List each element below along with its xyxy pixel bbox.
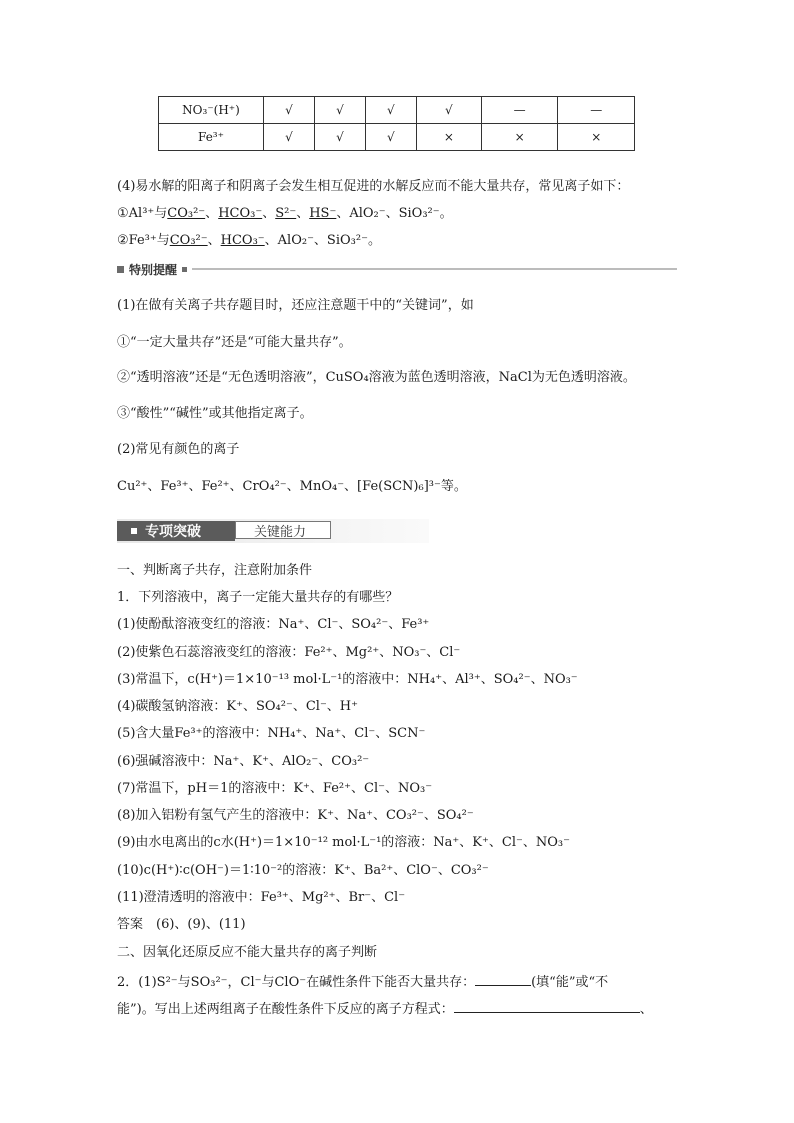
list-item: (7)常温下，pH＝1的溶液中：K⁺、Fe²⁺、Cl⁻、NO₃⁻ bbox=[117, 781, 433, 796]
square-bullet-icon bbox=[182, 267, 187, 272]
q2-text-a: 2．(1)S²⁻与SO₃²⁻，Cl⁻与ClO⁻在碱性条件下能否大量共存： bbox=[117, 975, 476, 990]
question-1: 1．下列溶液中，离子一定能大量共存的有哪些？ bbox=[117, 590, 399, 605]
square-bullet-icon bbox=[131, 528, 137, 534]
special-tip-header bbox=[117, 262, 677, 276]
list-item: (10)c(H⁺)∶c(OH⁻)＝1∶10⁻²的溶液：K⁺、Ba²⁺、ClO⁻、CO₃²⁻ bbox=[117, 863, 489, 878]
tip-line-2: ①“一定大量共存”还是“可能大量共存”。 bbox=[117, 335, 352, 350]
row-head: Fe³⁺ bbox=[159, 124, 264, 151]
tip-line-1: (1)在做有关离子共存题目时，还应注意题干中的“关键词”，如 bbox=[117, 298, 474, 313]
fe-tail: 、AlO₂⁻、SiO₃²⁻。 bbox=[264, 233, 381, 248]
al-tail: 、AlO₂⁻、SiO₃²⁻。 bbox=[336, 206, 453, 221]
table-row bbox=[159, 97, 635, 124]
table-cell: — bbox=[558, 97, 635, 124]
tip-line-4: ③“酸性”“碱性”或其他指定离子。 bbox=[117, 406, 313, 421]
al-label: ①Al³⁺与 bbox=[117, 206, 168, 221]
list-item: (5)含大量Fe³⁺的溶液中：NH₄⁺、Na⁺、Cl⁻、SCN⁻ bbox=[117, 726, 426, 741]
divider bbox=[192, 268, 677, 270]
list-item: (2)使紫色石蕊溶液变红的溶液：Fe²⁺、Mg²⁺、NO₃⁻、Cl⁻ bbox=[117, 645, 461, 660]
fe-hco3: HCO₃⁻ bbox=[220, 233, 265, 248]
section2-heading: 二、因氧化还原反应不能大量共存的离子判断 bbox=[117, 945, 378, 960]
answer: 答案 (6)、(9)、(11) bbox=[117, 917, 246, 932]
al-co3: CO₃²⁻ bbox=[167, 206, 206, 221]
answer-blank[interactable] bbox=[475, 971, 531, 986]
section1-heading: 一、判断离子共存，注意附加条件 bbox=[117, 563, 313, 578]
separator: 、 bbox=[207, 233, 221, 248]
para4-intro: (4)易水解的阳离子和阴离子会发生相互促进的水解反应而不能大量共存，常见离子如下： bbox=[117, 179, 630, 194]
table-cell: × bbox=[481, 124, 558, 151]
table-cell: √ bbox=[365, 124, 416, 151]
al-hco3: HCO₃⁻ bbox=[218, 206, 263, 221]
separator: 、 bbox=[262, 206, 276, 221]
table-cell: √ bbox=[264, 124, 315, 151]
table-cell: × bbox=[558, 124, 635, 151]
para4-fe-line bbox=[117, 232, 381, 250]
al-hs: HS⁻ bbox=[309, 206, 337, 221]
fe-co3: CO₃²⁻ bbox=[169, 233, 208, 248]
q2-text-c: 能”)。写出上述两组离子在酸性条件下反应的离子方程式： bbox=[117, 1002, 454, 1017]
list-item: (11)澄清透明的溶液中：Fe³⁺、Mg²⁺、Br⁻、Cl⁻ bbox=[117, 890, 406, 905]
table-cell: √ bbox=[416, 97, 481, 124]
table-cell: √ bbox=[314, 97, 365, 124]
banner-dark-label: 专项突破 bbox=[145, 524, 201, 540]
list-item: (9)由水电离出的c水(H⁺)＝1×10⁻¹² mol·L⁻¹的溶液：Na⁺、K⁺、Cl⁻、NO₃⁻ bbox=[117, 835, 570, 850]
tip-line-3: ②“透明溶液”还是“无色透明溶液”，CuSO₄溶液为蓝色透明溶液，NaCl为无色透明溶液。 bbox=[117, 370, 636, 385]
separator: 、 bbox=[205, 206, 219, 221]
equation-blank[interactable] bbox=[454, 998, 640, 1013]
table-cell: — bbox=[481, 97, 558, 124]
q2-text-b: (填“能”或“不 bbox=[531, 975, 609, 990]
section-banner bbox=[117, 519, 429, 543]
al-s: S²⁻ bbox=[275, 206, 297, 221]
list-item: (6)强碱溶液中：Na⁺、K⁺、AlO₂⁻、CO₃²⁻ bbox=[117, 754, 370, 769]
square-bullet-icon bbox=[117, 266, 124, 273]
table-cell: √ bbox=[264, 97, 315, 124]
q2-text-d: 、 bbox=[639, 1002, 653, 1017]
tip-title: 特别提醒 bbox=[129, 262, 178, 277]
table-cell: × bbox=[416, 124, 481, 151]
banner-tag-dark bbox=[117, 521, 235, 541]
row-head: NO₃⁻(H⁺) bbox=[159, 97, 264, 124]
tip-line-5: (2)常见有颜色的离子 bbox=[117, 442, 240, 457]
question-2-line-1 bbox=[117, 971, 608, 992]
table-cell: √ bbox=[314, 124, 365, 151]
question-2-line-2 bbox=[117, 998, 653, 1019]
fe-label: ②Fe³⁺与 bbox=[117, 233, 170, 248]
list-item: (4)碳酸氢钠溶液：K⁺、SO₄²⁻、Cl⁻、H⁺ bbox=[117, 699, 359, 714]
para4-al-line bbox=[117, 205, 453, 223]
ion-coexistence-table bbox=[158, 96, 635, 151]
list-item: (8)加入铝粉有氢气产生的溶液中：K⁺、Na⁺、CO₃²⁻、SO₄²⁻ bbox=[117, 808, 474, 823]
separator: 、 bbox=[296, 206, 310, 221]
table-row bbox=[159, 124, 635, 151]
list-item: (1)使酚酞溶液变红的溶液：Na⁺、Cl⁻、SO₄²⁻、Fe³⁺ bbox=[117, 617, 430, 632]
list-item: (3)常温下，c(H⁺)＝1×10⁻¹³ mol·L⁻¹的溶液中：NH₄⁺、Al³⁺、SO₄²⁻、NO₃⁻ bbox=[117, 672, 578, 687]
banner-tag-light: 关键能力 bbox=[235, 521, 331, 539]
table-cell: √ bbox=[365, 97, 416, 124]
tip-line-6: Cu²⁺、Fe³⁺、Fe²⁺、CrO₄²⁻、MnO₄⁻、[Fe(SCN)₆]³⁻等。 bbox=[117, 479, 467, 494]
